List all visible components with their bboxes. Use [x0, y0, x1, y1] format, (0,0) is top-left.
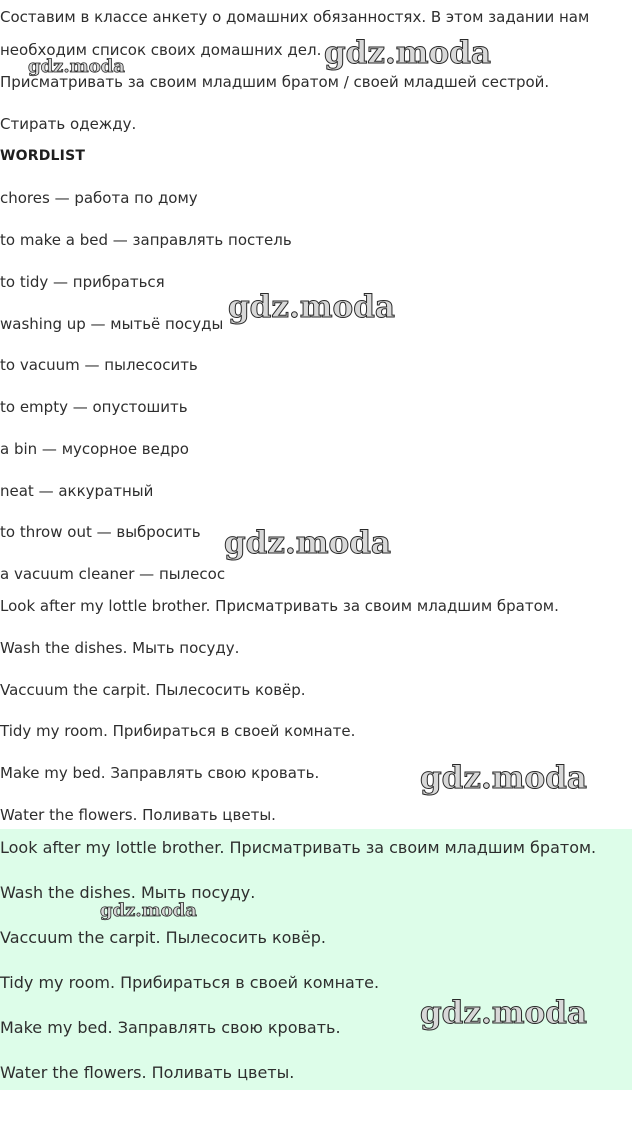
highlighted-answer-line: Make my bed. Заправлять свою кровать. — [0, 1018, 341, 1037]
watermark-logo: gdz.moda — [224, 525, 391, 561]
watermark-logo: gdz.moda — [28, 56, 125, 77]
highlighted-answer-line: Look after my lottle brother. Присматривать за своим младшим братом. — [0, 838, 597, 857]
wordlist-item: to vacuum — пылесосить — [0, 356, 198, 374]
wordlist-item: washing up — мытьё посуды — [0, 315, 224, 333]
wordlist-item: to throw out — выбросить — [0, 523, 201, 541]
highlighted-answer-line: Water the flowers. Поливать цветы. — [0, 1063, 295, 1082]
watermark-logo: gdz.moda — [420, 995, 587, 1031]
answer-line: Tidy my room. Прибираться в своей комнате. — [0, 722, 356, 740]
highlighted-answer-line: Tidy my room. Прибираться в своей комнате. — [0, 973, 380, 992]
watermark-logo: gdz.moda — [324, 35, 491, 71]
wordlist-item: to empty — опустошить — [0, 398, 188, 416]
answer-line: Look after my lottle brother. Присматривать за своим младшим братом. — [0, 597, 559, 615]
wordlist-item: to make a bed — заправлять постель — [0, 231, 292, 249]
wordlist-item: a bin — мусорное ведро — [0, 440, 189, 458]
answer-line: Make my bed. Заправлять свою кровать. — [0, 764, 320, 782]
highlighted-answer-block — [0, 829, 632, 1090]
wordlist-item: a vacuum cleaner — пылесос — [0, 565, 226, 583]
highlighted-answer-line: Vaccuum the carpit. Пылесосить ковёр. — [0, 928, 326, 947]
intro-line-3: Присматривать за своим младшим братом / своей младшей сестрой. — [0, 73, 550, 91]
wordlist-item: neat — аккуратный — [0, 482, 154, 500]
answer-line: Vaccuum the carpit. Пылесосить ковёр. — [0, 681, 306, 699]
wordlist-item: to tidy — прибраться — [0, 273, 165, 291]
intro-line-4: Стирать одежду. — [0, 115, 137, 133]
watermark-logo: gdz.moda — [420, 760, 587, 796]
wordlist-heading: WORDLIST — [0, 148, 86, 164]
intro-line-1: Составим в классе анкету о домашних обязанностях. В этом задании нам — [0, 8, 590, 26]
answer-line: Wash the dishes. Мыть посуду. — [0, 639, 240, 657]
intro-line-2: необходим список своих домашних дел. — [0, 41, 322, 59]
watermark-logo: gdz.moda — [228, 289, 395, 325]
highlighted-answer-line: Wash the dishes. Мыть посуду. — [0, 883, 256, 902]
watermark-logo: gdz.moda — [100, 900, 197, 921]
wordlist-item: chores — работа по дому — [0, 189, 198, 207]
answer-line: Water the flowers. Поливать цветы. — [0, 806, 276, 824]
